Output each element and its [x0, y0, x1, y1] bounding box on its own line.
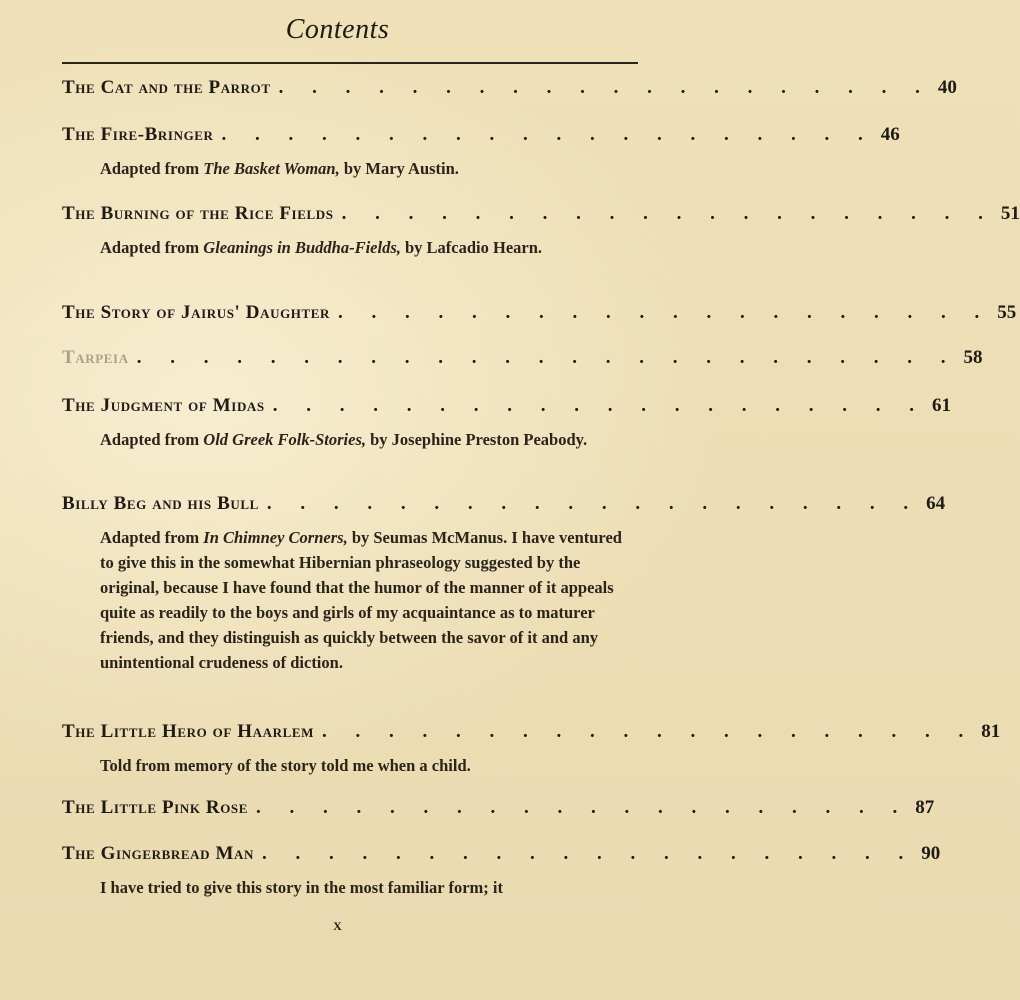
toc-entry [62, 843, 941, 900]
entry-note: Adapted from Gleanings in Buddha-Fields, by Lafcadio Hearn. [100, 238, 543, 257]
toc-line[interactable] [62, 203, 1020, 229]
leader-dots: . . . . . . . . . . . . . . . . . . . . [261, 843, 916, 864]
source-work: In Chimney Corners, [203, 528, 348, 547]
toc-entry [62, 124, 900, 181]
toc-entry [62, 721, 1001, 778]
toc-line[interactable] [62, 124, 900, 150]
entry-note: Adapted from The Basket Woman, by Mary Austin. [100, 159, 459, 178]
leader-dots: . . . . . . . . . . . . . . . . . . . . . . . . . [136, 347, 958, 368]
leader-dots: . . . . . . . . . . . . . . . . . . . . [278, 77, 932, 98]
entry-page: 51 [1000, 203, 1020, 224]
leader-dots: . . . . . . . . . . . . . . . . . . . . [322, 721, 976, 742]
leader-dots: . . . . . . . . . . . . . . . . . . . . [256, 797, 910, 818]
page-number: x [333, 915, 342, 934]
toc-entry [62, 302, 1017, 328]
entry-page: 58 [963, 347, 983, 368]
source-work: Old Greek Folk-Stories, [203, 430, 366, 449]
page-title: Contents [285, 14, 390, 45]
entry-title: The Little Pink Rose [62, 797, 249, 818]
toc-entry [62, 797, 935, 823]
toc-line[interactable] [62, 721, 1001, 747]
toc-entry [62, 493, 946, 675]
toc-entry [62, 395, 951, 452]
entry-page: 81 [981, 721, 1001, 742]
entry-title: The Cat and the Parrot [62, 77, 271, 98]
toc-line[interactable] [62, 347, 983, 373]
entry-page: 46 [880, 124, 900, 145]
title-rule [62, 62, 638, 64]
entry-page: 55 [997, 302, 1017, 323]
entry-note: Adapted from Old Greek Folk-Stories, by Josephine Preston Peabody. [100, 430, 588, 449]
entry-title: The Little Hero of Haarlem [62, 721, 315, 742]
source-work: The Basket Woman, [203, 159, 340, 178]
toc-line[interactable] [62, 797, 935, 823]
entry-page: 64 [926, 493, 946, 514]
entry-title: The Burning of the Rice Fields [62, 203, 334, 224]
leader-dots: . . . . . . . . . . . . . . . . . . . . [341, 203, 995, 224]
leader-dots: . . . . . . . . . . . . . . . . . . . . [338, 302, 992, 323]
entry-page: 87 [915, 797, 935, 818]
toc-entry [62, 77, 957, 103]
toc-line[interactable] [62, 493, 946, 519]
leader-dots: . . . . . . . . . . . . . . . . . . . . [266, 493, 921, 514]
toc-line[interactable] [62, 77, 957, 103]
toc-line[interactable] [62, 843, 941, 869]
entry-note: Adapted from In Chimney Corners, by Seumas McManus. I have ventured to give this in the somewhat Hibernian phraseology suggested by the original, because I have found that the humor of the manner of it appeals quite as readily to the boys and girls of my acquaintance as to maturer friends, and they distinguish as quickly between the savor of it and any unintentional crudeness of diction. [100, 528, 622, 672]
toc-entry [62, 203, 1020, 260]
entry-note: Told from memory of the story told me when a child. [100, 756, 471, 775]
entry-page: 90 [921, 843, 941, 864]
toc-line[interactable] [62, 395, 951, 421]
entry-title: Tarpeia [62, 347, 129, 368]
entry-title: The Judgment of Midas [62, 395, 265, 416]
entry-title: The Story of Jairus' Daughter [62, 302, 331, 323]
entry-title: The Fire-Bringer [62, 124, 214, 145]
entry-title: Billy Beg and his Bull [62, 493, 259, 514]
entry-page: 40 [937, 77, 957, 98]
source-work: Gleanings in Buddha-Fields, [203, 238, 401, 257]
entry-page: 61 [932, 395, 951, 416]
entry-title: The Gingerbread Man [62, 843, 254, 864]
entry-note: I have tried to give this story in the most familiar form; it [100, 878, 503, 897]
toc-entry [62, 347, 983, 373]
leader-dots: . . . . . . . . . . . . . . . . . . . . [221, 124, 875, 145]
toc-line[interactable] [62, 302, 1017, 328]
leader-dots: . . . . . . . . . . . . . . . . . . . . [272, 395, 926, 416]
